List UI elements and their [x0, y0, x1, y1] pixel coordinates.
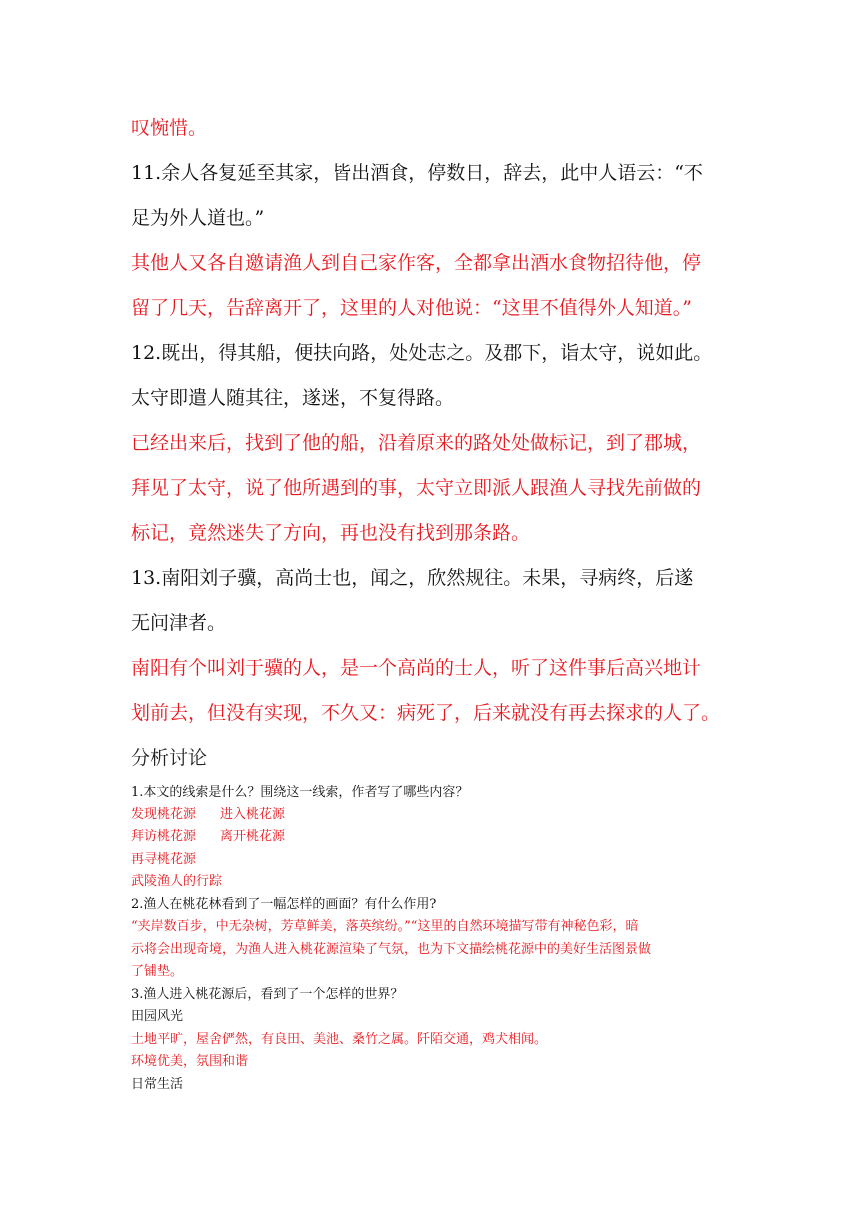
answer-item: 发现桃花源 [131, 807, 197, 822]
original-text-line: 无问津者。 [131, 612, 227, 634]
answer-line [131, 826, 733, 847]
original-text-line: 11.余人各复延至其家，皆出酒食，停数日，辞去，此中人语云：“不 [131, 162, 703, 184]
answer-item: 离开桃花源 [220, 829, 286, 844]
translation-line: 标记，竟然迷失了方向，再也没有找到那条路。 [131, 522, 531, 544]
answer-item: 武陵渔人的行踪 [131, 874, 223, 889]
original-text-line: 12.既出，得其船，便扶向路，处处志之。及郡下，诣太守，说如此。 [131, 342, 713, 364]
answer-line: 环境优美，氛围和谐 [131, 1054, 249, 1069]
translation-line: 拜见了太守，说了他所遇到的事，太守立即派人跟渔人寻找先前做的 [131, 477, 702, 499]
translation-line: 划前去，但没有实现，不久又：病死了，后来就没有再去探求的人了。 [131, 702, 721, 724]
section-heading: 分析讨论 [131, 747, 208, 769]
sub-label: 田园风光 [131, 1009, 184, 1024]
translation-line: 叹惋惜。 [131, 117, 208, 139]
answer-line [131, 804, 733, 825]
original-text-line: 13.南阳刘子骥，高尚士也，闻之，欣然规往。未果，寻病终，后遂 [131, 567, 694, 589]
answer-line: 了铺垫。 [131, 964, 184, 979]
answer-line: 土地平旷，屋舍俨然，有良田、美池、桑竹之属。阡陌交通，鸡犬相闻。 [131, 1032, 548, 1047]
answer-item: 进入桃花源 [220, 807, 286, 822]
answer-line: “夹岸数百步，中无杂树，芳草鲜美，落英缤纷。”“这里的自然环境描写带有神秘色彩，暗 [131, 919, 639, 934]
translation-line: 其他人又各自邀请渔人到自己家作客，全都拿出酒水食物招待他，停 [131, 252, 702, 274]
question-1: 1.本文的线索是什么？围绕这一线索，作者写了哪些内容？ [131, 785, 469, 800]
original-text-line: 足为外人道也。” [131, 207, 265, 229]
translation-line: 留了几天，告辞离开了，这里的人对他说：“这里不值得外人知道。” [131, 297, 692, 319]
translation-line: 已经出来后，找到了他的船，沿着原来的路处处做标记，到了郡城， [131, 432, 702, 454]
answer-line: 示将会出现奇境，为渔人进入桃花源渲染了气氛，也为下文描绘桃花源中的美好生活图景做 [131, 942, 652, 957]
sub-label: 日常生活 [131, 1077, 184, 1092]
question-3: 3.渔人进入桃花源后，看到了一个怎样的世界？ [131, 987, 404, 1002]
answer-item: 拜访桃花源 [131, 829, 197, 844]
answer-item: 再寻桃花源 [131, 852, 197, 867]
translation-line: 南阳有个叫刘于骥的人，是一个高尚的士人，听了这件事后高兴地计 [131, 657, 702, 679]
question-2: 2.渔人在桃花林看到了一幅怎样的画面？有什么作用? [131, 897, 437, 912]
original-text-line: 太守即遣人随其往，遂迷，不复得路。 [131, 387, 455, 409]
